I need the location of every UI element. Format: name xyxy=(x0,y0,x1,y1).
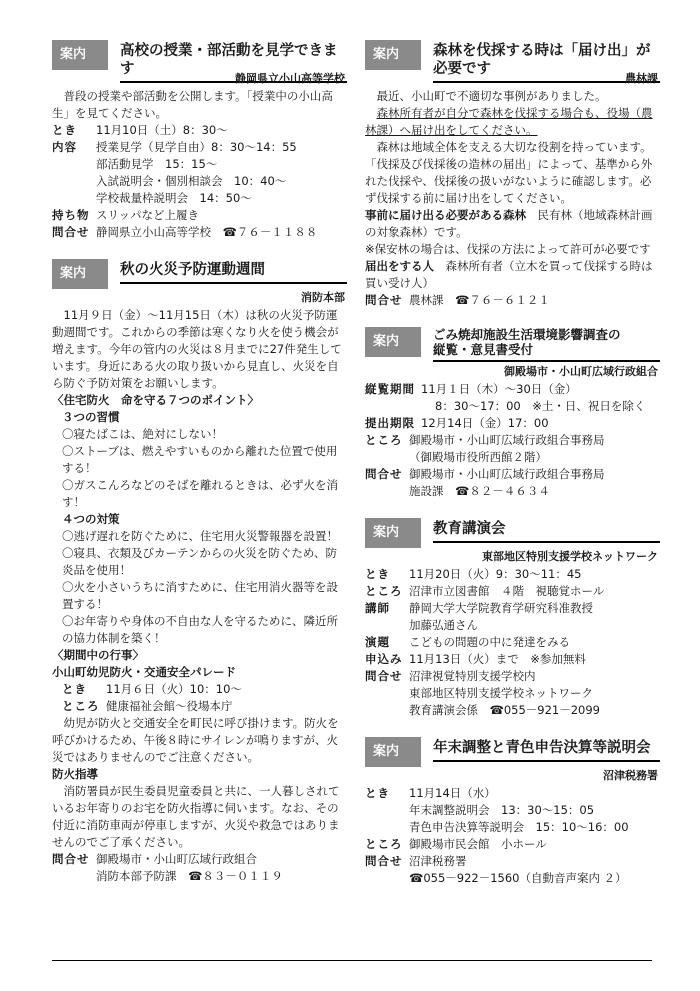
measure-item: 〇寝具、衣類及びカーテンからの火災を防ぐため、防炎品を使用！ xyxy=(62,546,337,577)
notice-tag: 案内 xyxy=(52,259,108,289)
contact-label: 問合せ xyxy=(52,225,90,239)
target-forest-value: 民有林（地域森林計画の対象森林）です。 xyxy=(365,208,653,239)
section-title: 教育講演会 xyxy=(433,520,660,543)
body-text: 森林は地域全体を支える大切な役割を持っています。「伐採及び伐採後の造林の届出」によって、基準から外れた伐採や、伐採後の扱いがないように確認します。必ず伐採する前に届け出をしてください。 xyxy=(365,140,653,205)
notice-tag: 案内 xyxy=(365,327,421,357)
section-tax-seminar xyxy=(365,737,660,887)
content-item: 入試説明会・個別相談会 10：40～ xyxy=(96,174,287,188)
title-line: 縦覧・意見書受付 xyxy=(433,342,534,357)
contact-label: 問合せ xyxy=(365,669,403,683)
topic-value: こどもの問題の中に発達をみる xyxy=(409,635,570,649)
events-title: 〈期間中の行事〉 xyxy=(52,648,144,662)
section-environment-survey xyxy=(365,327,660,500)
bring-label: 持ち物 xyxy=(52,208,90,222)
place-value: 御殿場市・小山町広域行政組合事務局 xyxy=(409,433,605,447)
lecturer-value: 加藤弘通さん xyxy=(409,618,478,632)
contact-value: 消防本部予防課 ☎８３－０１１９ xyxy=(96,869,283,883)
content-label: 内容 xyxy=(52,140,77,154)
apply-label: 申込み xyxy=(365,652,403,666)
section-high-school-visit xyxy=(52,40,347,241)
measure-item: 〇お年寄りや身体の不自由な人を守るために、隣近所の協力体制を築く！ xyxy=(62,614,338,645)
topic-label: 演題 xyxy=(365,635,390,649)
period-label: 縦覧期間 xyxy=(365,382,415,396)
contact-value: 施設課 ☎８２－４６３４ xyxy=(409,484,550,498)
content-item: 学校裁量枠説明会 14：50～ xyxy=(96,191,252,205)
lecturer-value: 静岡大学大学院教育学研究科准教授 xyxy=(409,601,593,615)
guidance-title: 防火指導 xyxy=(52,767,98,781)
measure-item: 〇逃げ遅れを防ぐために、住宅用火災警報器を設置！ xyxy=(62,529,338,543)
period-value: 8：30～17：00 ※土・日、祝日を除く xyxy=(435,399,646,413)
section-title: 秋の火災予防運動週間 xyxy=(120,261,347,284)
date-value: 11月14日（水） xyxy=(409,786,496,800)
notice-tag: 案内 xyxy=(365,40,421,70)
place-value: （御殿場市役所西館２階） xyxy=(409,450,547,464)
habit-item: 〇ガスこんろなどのそばを離れるときは、必ず火を消す！ xyxy=(62,478,338,509)
section-title: 高校の授業・部活動を見学できます xyxy=(120,42,347,83)
contact-value: 御殿場市・小山町広域行政組合 xyxy=(96,852,257,866)
place-value: 御殿場市民会館 小ホール xyxy=(409,837,547,851)
contact-value: 教育講演会係 ☎055－921－2099 xyxy=(409,703,600,717)
place-label: ところ xyxy=(365,433,403,447)
note-text: ※保安林の場合は、伐採の方法によって許可が必要です xyxy=(365,242,651,256)
notice-tag: 案内 xyxy=(365,518,421,548)
contact-label: 問合せ xyxy=(365,467,403,481)
section-title xyxy=(433,327,660,362)
date-label: とき xyxy=(62,682,87,696)
content-item: 部活動見学 15：15～ xyxy=(96,157,218,171)
section-title: 森林を伐採する時は「届け出」が必要です xyxy=(433,42,660,83)
section-fire-prevention xyxy=(52,259,347,885)
contact-value: ☎055－922－1560（自動音声案内 ２） xyxy=(409,871,627,885)
section-org: 静岡県立小山高等学校 xyxy=(235,72,345,85)
section-org: 御殿場市・小山町広域行政組合 xyxy=(504,365,658,378)
applicant-value: 森林所有者（立木を買って伐採する時は買い受け人） xyxy=(365,259,653,290)
measure-item: 〇火を小さいうちに消すために、住宅用消火器等を設置する！ xyxy=(62,580,338,611)
intro-text: 11月９日（金）～11月15日（木）は秋の火災予防運動週間です。これからの季節は寒くなり火を使う機会が増えます。今年の管内の火災は８月までに27件発生しています。身近にある火の取り扱いから見直し、火災を自ら防ぐ予防対策をお願いします。 xyxy=(52,308,342,390)
left-column xyxy=(52,40,347,903)
date-value: 11月20日（火）9：30～11：45 xyxy=(409,567,582,581)
contact-value: 御殿場市・小山町広域行政組合事務局 xyxy=(409,467,605,481)
content-item: 授業見学（見学自由）8：30～14：55 xyxy=(96,140,297,154)
contact-value: 静岡県立小山高等学校 ☎７６－１１８８ xyxy=(96,225,318,239)
guidance-description: 消防署員が民生委員児童委員と共に、一人暮しされているお年寄りのお宅を防火指導に伺います。なお、その付近に消防車両が停車しますが、火災や救急ではありませんのでご了承ください。 xyxy=(52,784,340,849)
habits-title: ３つの習慣 xyxy=(62,410,120,424)
deadline-value: 12月14日（金）17：00 xyxy=(421,416,549,430)
date-label: とき xyxy=(365,786,390,800)
contact-label: 問合せ xyxy=(365,854,403,868)
body-text: 最近、小山町で不適切な事例がありました。 xyxy=(376,89,607,103)
date-value: 11月６日（火）10：10～ xyxy=(106,682,242,696)
date-value: 11月10日（土）8：30～ xyxy=(96,123,228,137)
notice-tag: 案内 xyxy=(365,737,421,767)
page-footer-rule xyxy=(52,960,652,961)
section-org: 東部地区特別支援学校ネットワーク xyxy=(482,550,658,563)
title-line: ごみ焼却施設生活環境影響調査の xyxy=(433,327,621,342)
body-text-underlined: 森林所有者が自分で森林を伐採する場合も、役場（農林課）へ届け出をしてください。 xyxy=(365,106,653,137)
place-label: ところ xyxy=(62,699,100,713)
section-org: 消防本部 xyxy=(301,291,345,304)
period-value: 11月１日（木）～30日（金） xyxy=(421,382,577,396)
habit-item: 〇寝たばこは、絶対にしない！ xyxy=(62,427,223,441)
date-label: とき xyxy=(52,123,77,137)
applicant-label: 届出をする人 xyxy=(365,259,434,273)
target-forest-label: 事前に届け出る必要がある森林 xyxy=(365,208,526,222)
right-column xyxy=(365,40,660,905)
session-item: 年末調整説明会 13：30～15：05 xyxy=(409,803,595,817)
section-education-lecture xyxy=(365,518,660,719)
place-value: 沼津市立図書館 ４階 視聴覚ホール xyxy=(409,584,605,598)
bring-value: スリッパなど上履き xyxy=(96,208,200,222)
intro-text: 普段の授業や部活動を公開します。「授業中の小山高生」を見てください。 xyxy=(52,89,333,120)
measures-title: ４つの対策 xyxy=(62,512,120,526)
notice-tag: 案内 xyxy=(52,40,108,70)
points-title: 〈住宅防火 命を守る７つのポイント〉 xyxy=(52,393,259,407)
section-org: 沼津税務署 xyxy=(603,769,658,782)
contact-label: 問合せ xyxy=(52,852,90,866)
section-org: 農林課 xyxy=(625,72,658,85)
contact-value: 東部地区特別支援学校ネットワーク xyxy=(409,686,593,700)
contact-value: 農林課 ☎７６－６１２１ xyxy=(409,293,550,307)
section-title: 年末調整と青色申告決算等説明会 xyxy=(433,739,660,762)
habit-item: 〇ストーブは、燃えやすいものから離れた位置で使用する！ xyxy=(62,444,338,475)
section-forest-logging xyxy=(365,40,660,309)
parade-title: 小山町幼児防火・交通安全パレード xyxy=(52,665,236,679)
place-label: ところ xyxy=(365,837,403,851)
session-item: 青色申告決算等説明会 15：10～16：00 xyxy=(409,820,629,834)
deadline-label: 提出期限 xyxy=(365,416,415,430)
place-label: ところ xyxy=(365,584,403,598)
place-value: 健康福祉会館～役場本庁 xyxy=(106,699,233,713)
apply-value: 11月13日（火）まで ※参加無料 xyxy=(409,652,586,666)
parade-description: 幼児が防火と交通安全を町民に呼び掛けます。防火を呼びかけるため、午後８時にサイレンが鳴りますが、火災ではありませんのでご注意ください。 xyxy=(52,716,339,764)
lecturer-label: 講師 xyxy=(365,601,390,615)
contact-label: 問合せ xyxy=(365,293,403,307)
contact-value: 沼津視覚特別支援学校内 xyxy=(409,669,536,683)
contact-value: 沼津税務署 xyxy=(409,854,467,868)
date-label: とき xyxy=(365,567,390,581)
